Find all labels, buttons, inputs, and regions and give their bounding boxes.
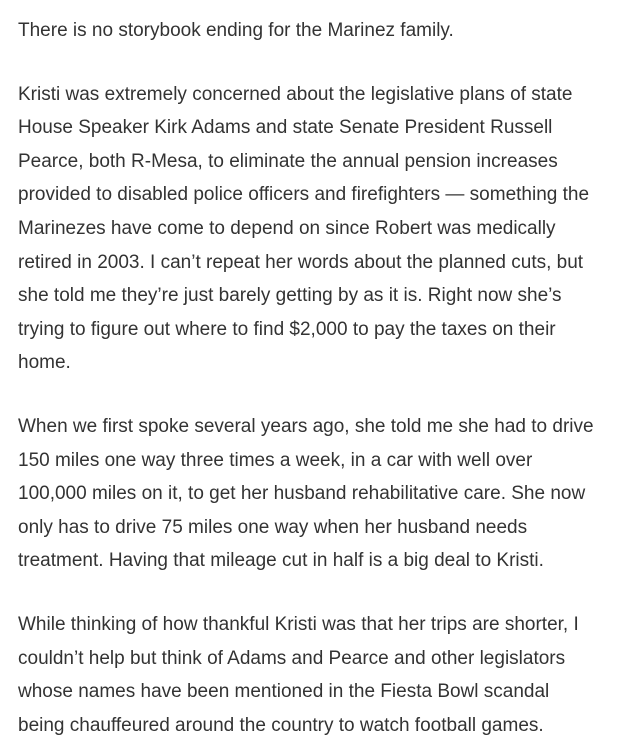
paragraph-3: When we first spoke several years ago, she told me she had to drive 150 miles one way three times a week, in a car with well over 100,000 miles on it, to get her husband rehabilitative care. She now only has to drive 75 miles one way when her husband needs treatment. Having that mileage cut in half is a big deal to Kristi.	[18, 415, 594, 572]
paragraph-2: Kristi was extremely concerned about the legislative plans of state House Speaker Kirk Adams and state Senate President Russell Pearce, both R-Mesa, to eliminate the annual pension increases provided to disabled police officers and firefighters — something the Marinezes have come to depend on since Robert was medically retired in 2003. I can’t repeat her words about the planned cuts, but she told me they’re just barely getting by as it is. Right now she’s trying to figure out where to find $2,000 to pay the taxes on their home.	[18, 83, 590, 374]
paragraph-1: There is no storybook ending for the Marinez family.	[18, 20, 454, 41]
paragraph-4: While thinking of how thankful Kristi was that her trips are shorter, I couldn’t help but think of Adams and Pearce and other legislators whose names have been mentioned in the Fiesta Bowl scandal being chauffeured around the country to watch football games.	[18, 613, 579, 736]
